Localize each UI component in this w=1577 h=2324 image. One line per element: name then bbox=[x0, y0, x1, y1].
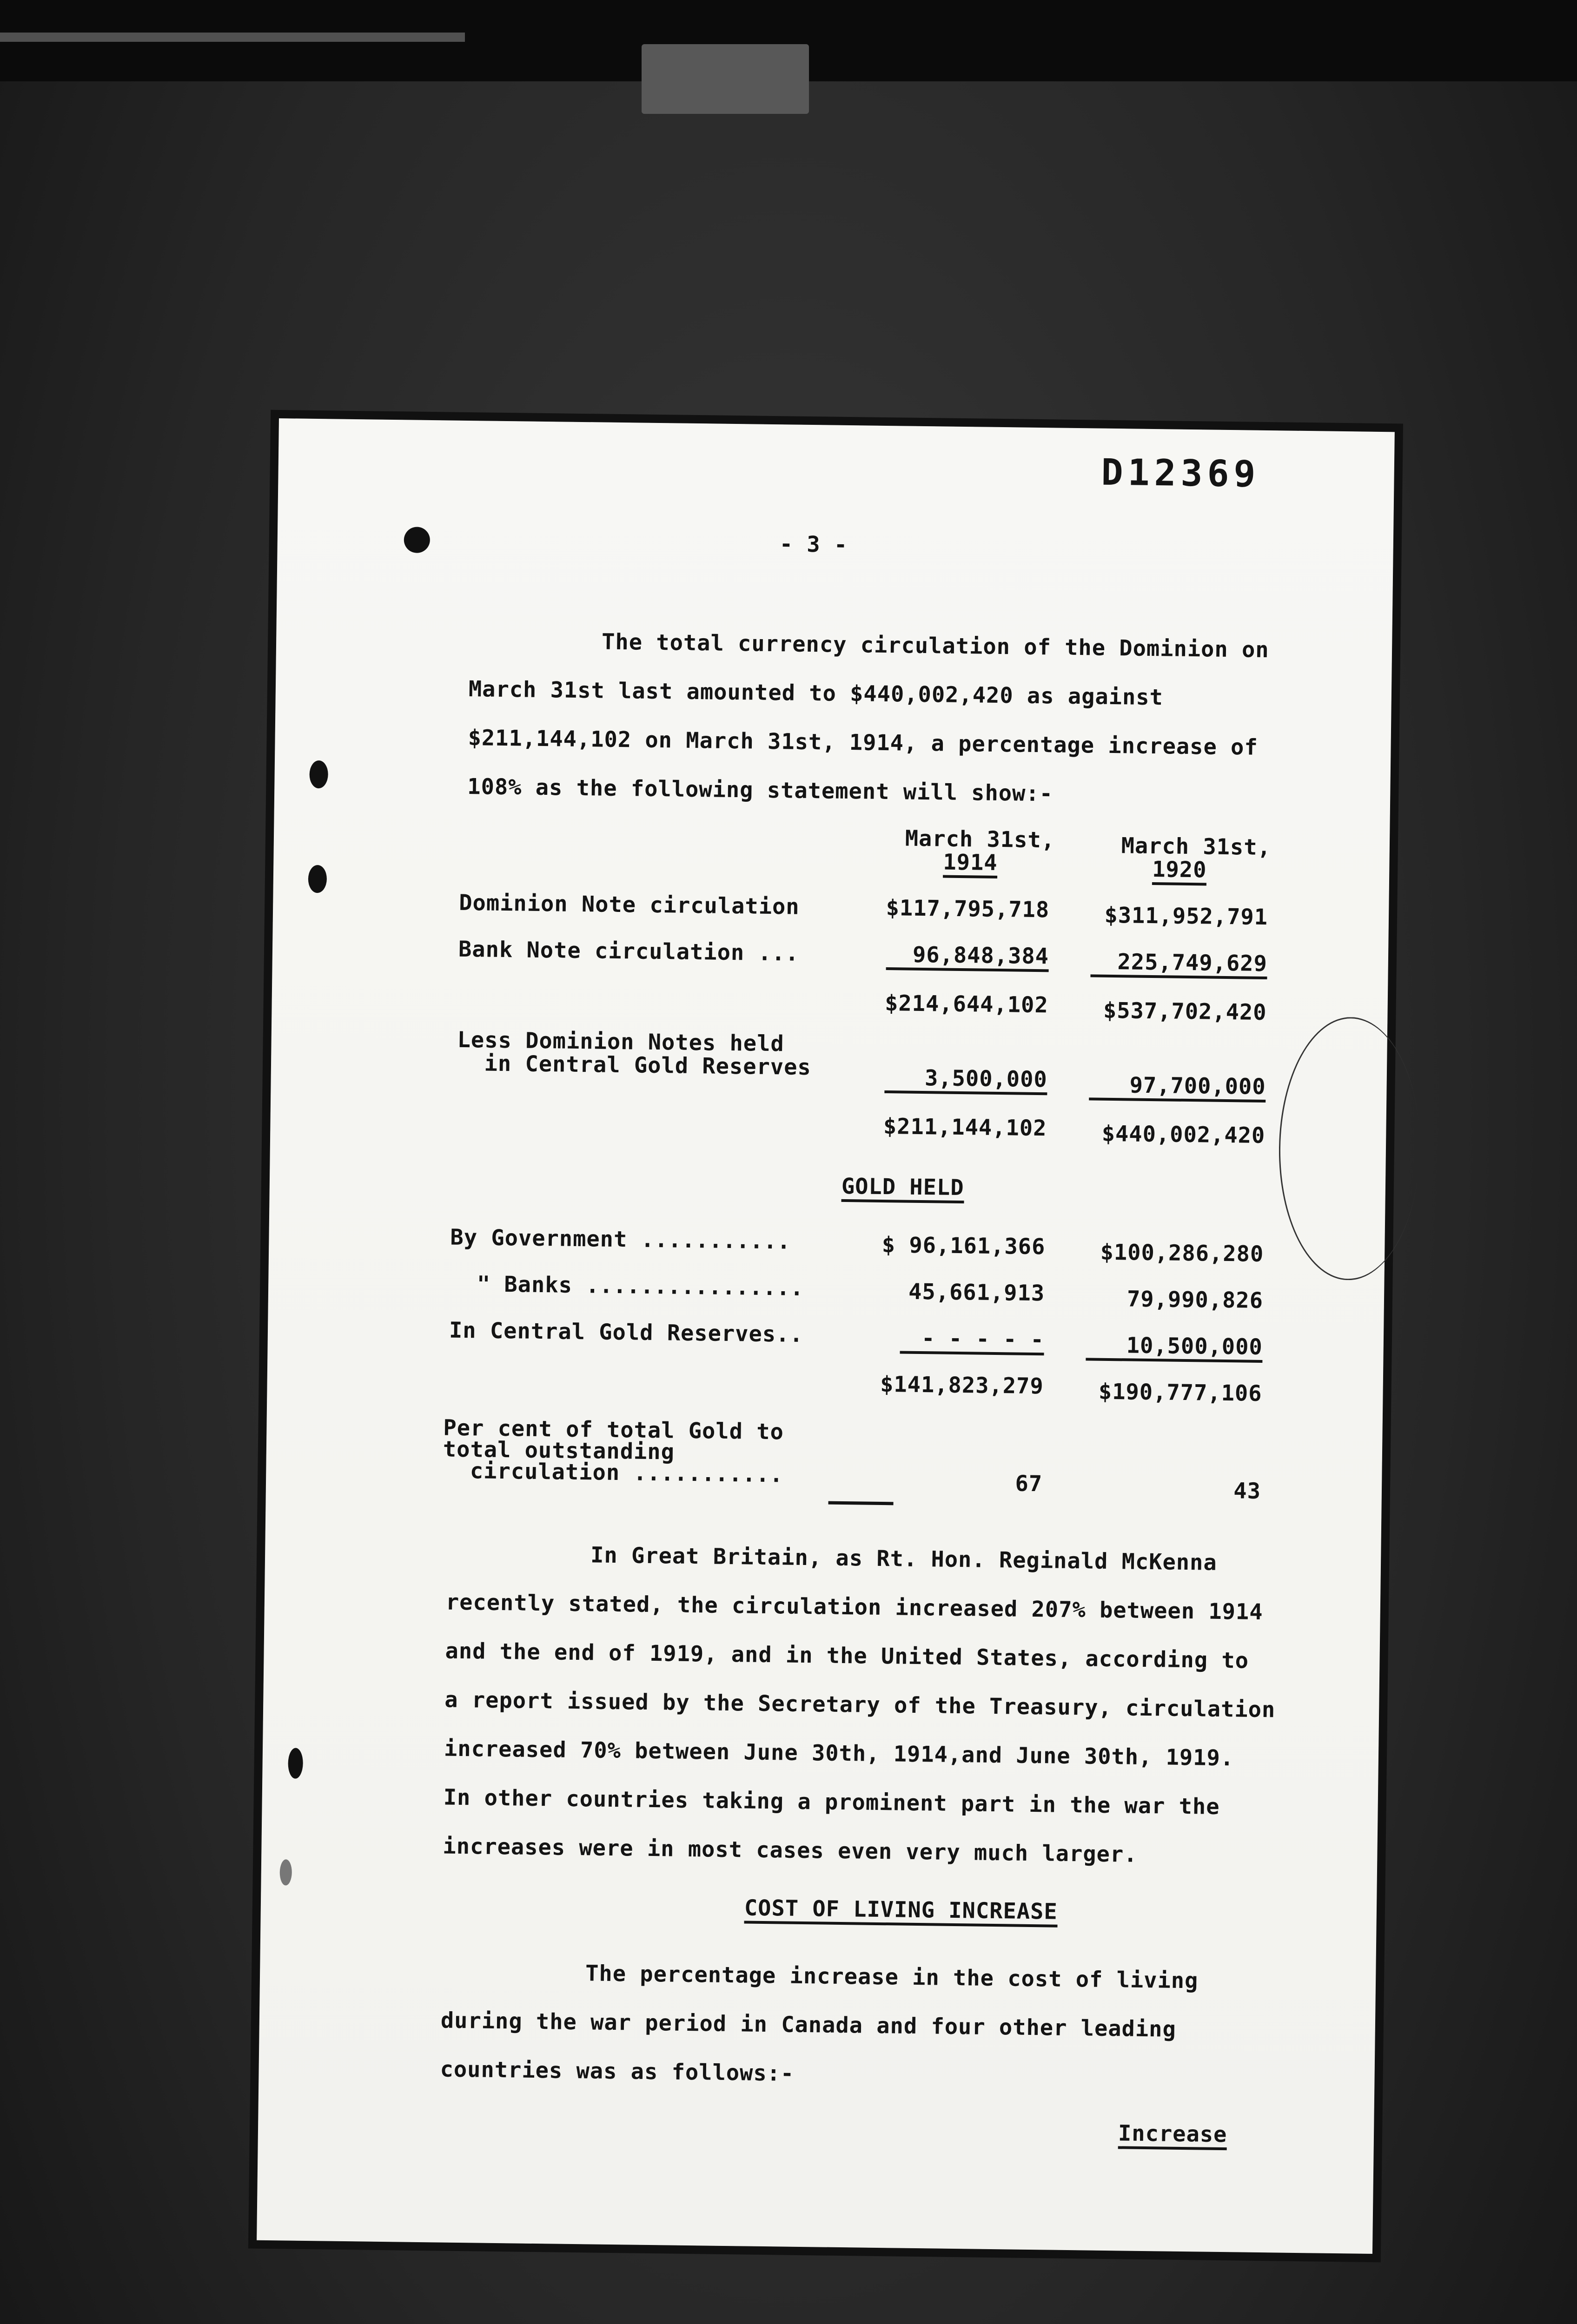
value-1920: 79,990,826 bbox=[1126, 1286, 1264, 1314]
para3-line: The percentage increase in the cost of living bbox=[585, 1961, 1199, 1994]
para2-line: In Great Britain, as Rt. Hon. Reginald McKenna bbox=[590, 1542, 1218, 1576]
subtotal-1920: $537,702,420 bbox=[1103, 997, 1267, 1026]
col-header-1920: March 31st, bbox=[1121, 833, 1272, 861]
gold-held-heading: GOLD HELD bbox=[841, 1174, 964, 1203]
gold-total-1920: $190,777,106 bbox=[1098, 1379, 1262, 1406]
para2-line: recently stated, the circulation increased 207% between 1914 bbox=[445, 1589, 1263, 1625]
para1-line: March 31st last amounted to $440,002,420 as against bbox=[468, 676, 1164, 711]
percent-label-line: circulation ........... bbox=[443, 1458, 784, 1488]
row-label: " Banks ................ bbox=[449, 1271, 804, 1301]
row-label: Bank Note circulation ... bbox=[458, 936, 799, 966]
value-1914: $117,795,718 bbox=[886, 895, 1050, 923]
increase-header: Increase bbox=[1118, 2120, 1227, 2150]
punch-hole bbox=[288, 1748, 303, 1778]
value-1920: $100,286,280 bbox=[1100, 1239, 1264, 1268]
para1-line: $211,144,102 on March 31st, 1914, a percentage increase of bbox=[468, 725, 1259, 760]
binder-clip bbox=[642, 44, 809, 114]
row-label: Less Dominion Notes held bbox=[457, 1027, 785, 1057]
document-number: D12369 bbox=[1101, 451, 1260, 495]
cost-of-living-heading: COST OF LIVING INCREASE bbox=[744, 1895, 1058, 1927]
para2-line: and the end of 1919, and in the United States, according to bbox=[445, 1638, 1249, 1674]
total-1914: $211,144,102 bbox=[883, 1113, 1047, 1142]
total-1920: $440,002,420 bbox=[1101, 1121, 1266, 1149]
value-1914: $ 96,161,366 bbox=[881, 1232, 1046, 1260]
value-1920: 10,500,000 bbox=[1086, 1332, 1263, 1363]
para1-line: 108% as the following statement will show:- bbox=[467, 774, 1054, 807]
row-label: By Government ........... bbox=[450, 1224, 791, 1254]
value-1914: 3,500,000 bbox=[884, 1065, 1047, 1095]
value-1920: 225,749,629 bbox=[1090, 949, 1267, 979]
value-1914: - - - - - bbox=[900, 1325, 1045, 1355]
para2-line: a report issued by the Secretary of the Treasury, circulation bbox=[444, 1687, 1276, 1723]
para3-line: countries was as follows:- bbox=[440, 2056, 795, 2086]
punch-hole bbox=[308, 865, 327, 893]
punch-hole bbox=[309, 760, 328, 788]
para1-line: The total currency circulation of the Dominion on bbox=[601, 629, 1269, 663]
para2-line: increases were in most cases even very much larger. bbox=[443, 1833, 1138, 1868]
para2-line: increased 70% between June 30th, 1914,and June 30th, 1919. bbox=[444, 1736, 1234, 1771]
para3-line: during the war period in Canada and four other leading bbox=[440, 2007, 1177, 2042]
punch-hole bbox=[279, 1859, 292, 1885]
para2-line: In other countries taking a prominent part in the war the bbox=[443, 1784, 1220, 1820]
section-divider bbox=[828, 1501, 894, 1505]
gold-total-1914: $141,823,279 bbox=[880, 1371, 1044, 1400]
value-1914: 45,661,913 bbox=[908, 1279, 1045, 1307]
percent-1920: 43 bbox=[1233, 1478, 1261, 1504]
subtotal-1914: $214,644,102 bbox=[884, 990, 1049, 1018]
row-label: In Central Gold Reserves.. bbox=[449, 1317, 804, 1347]
col-header-1914: March 31st, bbox=[905, 825, 1055, 853]
punch-hole bbox=[404, 527, 430, 553]
col-header-1920-year: 1920 bbox=[1152, 857, 1207, 885]
value-1920: $311,952,791 bbox=[1104, 902, 1268, 931]
row-label: Dominion Note circulation bbox=[458, 890, 800, 920]
value-1914: 96,848,384 bbox=[886, 942, 1049, 972]
page-number: - 3 - bbox=[779, 531, 848, 558]
pencil-mark bbox=[1278, 1016, 1422, 1281]
film-leader-strip bbox=[0, 33, 465, 42]
value-1920: 97,700,000 bbox=[1089, 1072, 1266, 1103]
col-header-1914-year: 1914 bbox=[943, 850, 998, 878]
row-label: in Central Gold Reserves bbox=[457, 1050, 812, 1081]
percent-label-line: total outstanding bbox=[443, 1436, 675, 1465]
percent-label-line: Per cent of total Gold to bbox=[443, 1415, 784, 1445]
percent-1914: 67 bbox=[1015, 1471, 1043, 1497]
document-page bbox=[257, 418, 1395, 2254]
